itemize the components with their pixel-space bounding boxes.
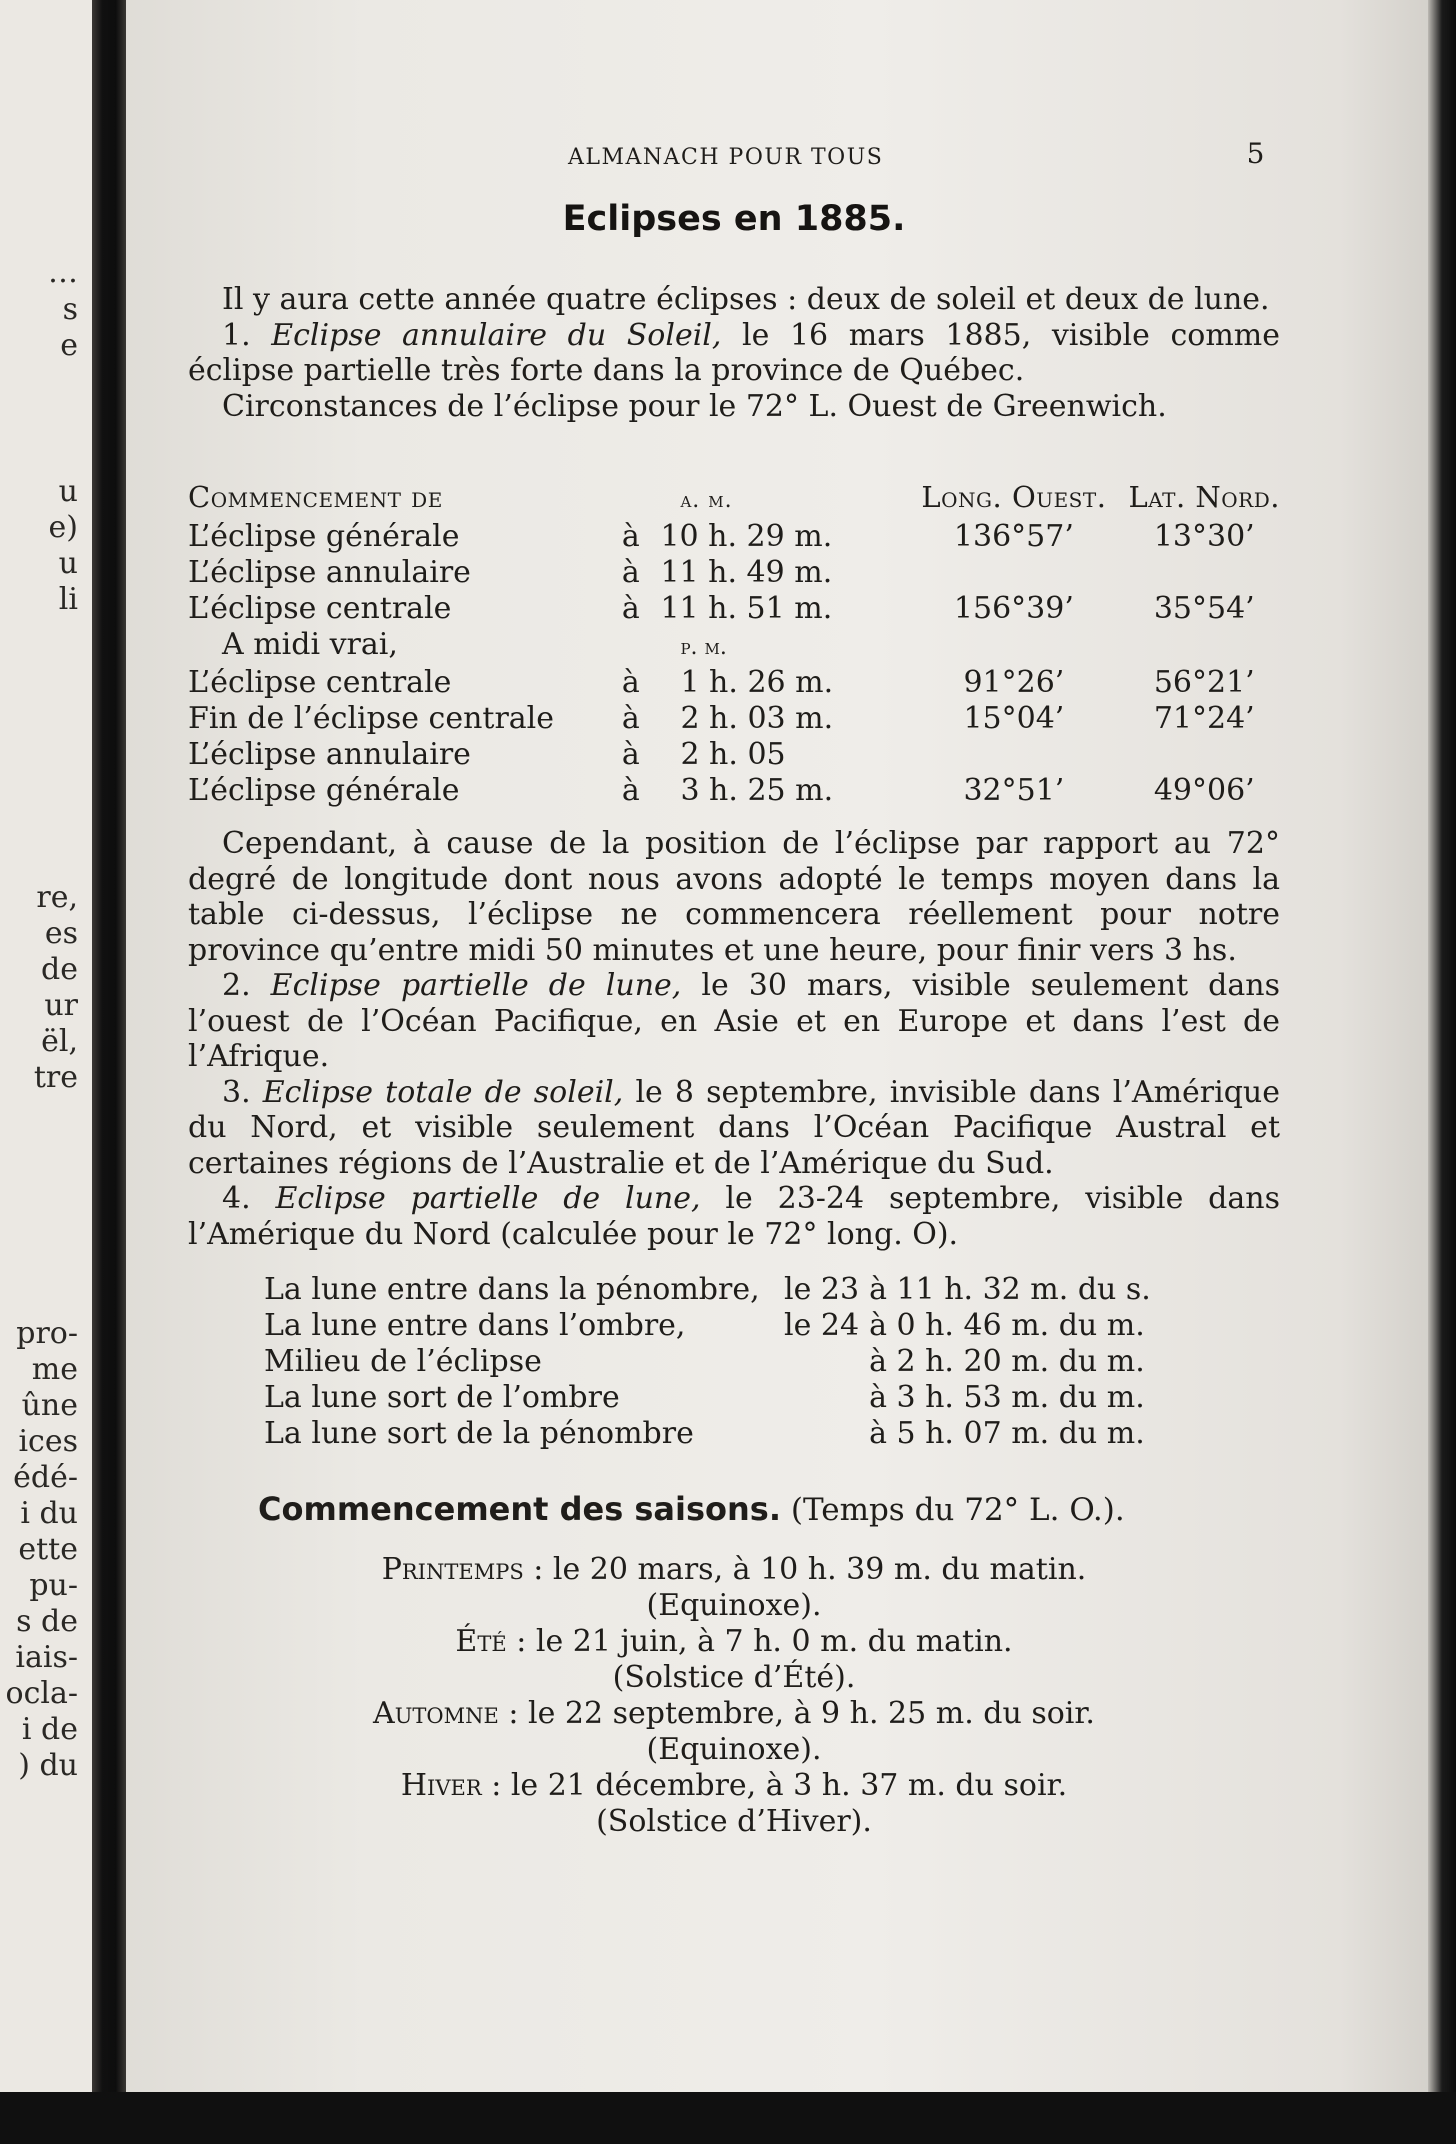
season-text: : le 20 mars, à 10 h. 39 m. du matin. bbox=[533, 1552, 1087, 1587]
cell-a: à bbox=[621, 665, 640, 700]
cell-time: 2 h. 05 bbox=[680, 737, 786, 772]
section-title: Eclipses en 1885. bbox=[562, 199, 906, 239]
fragment: s de bbox=[16, 1604, 78, 1639]
cell-lat bbox=[1129, 555, 1280, 591]
table-row bbox=[188, 701, 1280, 737]
cell-a: à bbox=[621, 554, 640, 590]
fragment: pu- bbox=[29, 1568, 78, 1603]
cell-time: à 2 h. 20 m. du m. bbox=[869, 1344, 1145, 1380]
cell-a: à bbox=[621, 518, 640, 554]
season-note: (Equinoxe). bbox=[646, 1587, 822, 1623]
fragment: ices bbox=[18, 1424, 78, 1459]
page-edge-shadow bbox=[1428, 0, 1456, 2144]
item-number: 1. bbox=[222, 317, 251, 353]
cell-time: à 5 h. 07 m. du m. bbox=[869, 1416, 1145, 1452]
table-row bbox=[188, 773, 1280, 809]
eclipse-3-name: Eclipse totale de soleil, bbox=[262, 1074, 624, 1110]
cell-long: 136°57’ bbox=[953, 518, 1074, 554]
cell-a: à bbox=[621, 590, 640, 626]
cell-event: La lune sort de l’ombre bbox=[264, 1380, 620, 1416]
cell-event: La lune sort de la pénombre bbox=[264, 1416, 694, 1452]
cell-time: 10 h. 29 m. bbox=[660, 518, 833, 554]
table-row bbox=[264, 1416, 1224, 1452]
cell-lat: 35°54’ bbox=[1153, 590, 1255, 626]
seasons-heading bbox=[258, 1492, 1278, 1529]
table-row bbox=[188, 555, 1280, 591]
fragment: u bbox=[58, 546, 78, 581]
cell-event: La lune entre dans la pénombre, bbox=[264, 1272, 760, 1308]
table-row bbox=[188, 665, 1280, 701]
facing-page-fragment bbox=[0, 0, 92, 2144]
seasons-subtitle: (Temps du 72° L. O.). bbox=[790, 1492, 1125, 1528]
lunar-eclipse-table bbox=[264, 1272, 1224, 1452]
cependant-paragraph: Cependant, à cause de la position de l’éclipse par rapport au 72° degré de longitude dont nous avons adopté le temps moyen dans la table ci-dessus, l’éclipse ne commencera réellement pour notre province qu’entre midi 50 minutes et une heure, pour finir vers 3 hs. bbox=[188, 826, 1280, 968]
book-gutter bbox=[92, 0, 126, 2144]
cell-time: 11 h. 51 m. bbox=[660, 590, 833, 626]
fragment: ette bbox=[18, 1532, 78, 1567]
table-row bbox=[188, 519, 1280, 555]
cell-time: à 0 h. 46 m. du m. bbox=[869, 1308, 1145, 1344]
cell-day: le 23 bbox=[784, 1272, 860, 1308]
page-number: 5 bbox=[1246, 137, 1266, 170]
table-row bbox=[188, 627, 1280, 666]
season-note: (Equinoxe). bbox=[646, 1731, 822, 1767]
cell-event: La lune entre dans l’ombre, bbox=[264, 1308, 686, 1344]
cell-time: 11 h. 49 m. bbox=[660, 554, 833, 590]
fragment: ur bbox=[44, 988, 78, 1023]
cell-a: à bbox=[621, 737, 640, 772]
eclipse-1-text: le 16 mars 1885, visible comme éclipse partielle très forte dans la province de Québec. bbox=[188, 317, 1280, 388]
fragment: ûne bbox=[21, 1388, 78, 1423]
cell-a bbox=[601, 627, 660, 666]
cell-long: 91°26’ bbox=[963, 665, 1065, 700]
cell-long bbox=[899, 737, 1128, 773]
body-paragraphs bbox=[188, 826, 1280, 1252]
fragment: li bbox=[58, 582, 78, 617]
cell-long bbox=[899, 555, 1128, 591]
lune-table-block bbox=[188, 1272, 1280, 1452]
cell-a: à bbox=[621, 701, 640, 736]
item-number: 3. bbox=[222, 1074, 251, 1110]
cell-event: L’éclipse centrale bbox=[188, 665, 452, 700]
cell-time: 1 h. 26 m. bbox=[680, 665, 834, 700]
fragment: édé- bbox=[13, 1460, 78, 1495]
season-text: : le 21 décembre, à 3 h. 37 m. du soir. bbox=[491, 1768, 1068, 1803]
fragment: ) du bbox=[18, 1748, 78, 1783]
season-name: Hiver bbox=[400, 1768, 482, 1803]
cell-lat: 49°06’ bbox=[1153, 773, 1255, 808]
fragment: i de bbox=[21, 1712, 78, 1747]
season-printemps bbox=[188, 1552, 1280, 1623]
fragment: i du bbox=[20, 1496, 78, 1531]
circumstances-line: Circonstances de l’éclipse pour le 72° L. Ouest de Greenwich. bbox=[222, 388, 1167, 424]
cell-time: p. m. bbox=[680, 634, 727, 660]
eclipse-4-name: Eclipse partielle de lune, bbox=[275, 1181, 701, 1216]
col-header-lat: Lat. Nord. bbox=[1128, 480, 1280, 514]
cell-a: à bbox=[621, 773, 640, 808]
fragment: e) bbox=[48, 510, 78, 545]
cell-event: A midi vrai, bbox=[222, 626, 398, 662]
fragment: pro- bbox=[16, 1316, 78, 1351]
cell-time: 2 h. 03 m. bbox=[680, 701, 834, 736]
cell-event: L’éclipse générale bbox=[188, 773, 460, 808]
cell-day: le 24 bbox=[784, 1308, 860, 1344]
intro-block bbox=[188, 282, 1280, 424]
season-hiver bbox=[188, 1768, 1280, 1839]
cell-event: L’éclipse centrale bbox=[188, 590, 452, 626]
fragment: ël, bbox=[41, 1024, 78, 1059]
fragment: u bbox=[58, 474, 78, 509]
fragment: ocla- bbox=[5, 1676, 78, 1711]
eclipse-3-paragraph bbox=[188, 1075, 1280, 1182]
eclipse-2-paragraph bbox=[188, 968, 1280, 1075]
eclipse-4-paragraph bbox=[188, 1181, 1280, 1252]
fragment: tre bbox=[33, 1060, 78, 1095]
cell-lat: 71°24’ bbox=[1153, 701, 1255, 736]
fragment: es bbox=[44, 916, 78, 951]
cell-event: L’éclipse générale bbox=[188, 518, 460, 554]
season-name: Été bbox=[455, 1624, 507, 1659]
fragment: … bbox=[48, 255, 78, 290]
table-row bbox=[264, 1344, 1224, 1380]
cell-lat: 56°21’ bbox=[1153, 665, 1255, 700]
cell-time: à 11 h. 32 m. du s. bbox=[869, 1272, 1151, 1308]
eclipse-4-text: le 23-24 septembre, visible dans l’Amérique du Nord (calculée pour le 72° long. O). bbox=[188, 1181, 1280, 1252]
eclipse-2-name: Eclipse partielle de lune, bbox=[270, 968, 682, 1003]
cell-lat bbox=[1129, 737, 1280, 773]
cell-lat bbox=[1129, 627, 1280, 666]
cell-long: 15°04’ bbox=[963, 701, 1065, 736]
col-header-long: Long. Ouest. bbox=[921, 480, 1107, 514]
cell-time: à 3 h. 53 m. du m. bbox=[869, 1380, 1145, 1416]
season-text: : le 22 septembre, à 9 h. 25 m. du soir. bbox=[508, 1696, 1095, 1731]
cell-day bbox=[784, 1380, 869, 1416]
table-row bbox=[188, 737, 1280, 773]
page-content bbox=[188, 0, 1280, 2090]
season-note: (Solstice d’Hiver). bbox=[596, 1803, 872, 1839]
eclipse-1-paragraph bbox=[188, 318, 1280, 389]
cell-event: L’éclipse annulaire bbox=[188, 737, 471, 772]
cell-day bbox=[784, 1416, 869, 1452]
col-header-event: Commencement de bbox=[188, 480, 443, 514]
season-ete bbox=[188, 1624, 1280, 1695]
cell-event: Milieu de l’éclipse bbox=[264, 1344, 542, 1380]
cell-day bbox=[784, 1344, 869, 1380]
season-name: Automne bbox=[373, 1696, 499, 1731]
item-number: 2. bbox=[222, 968, 251, 1003]
cell-event: L’éclipse annulaire bbox=[188, 554, 471, 590]
fragment: s bbox=[62, 292, 78, 327]
eclipse-circumstances-table bbox=[188, 480, 1280, 809]
fragment: me bbox=[31, 1352, 78, 1387]
season-note: (Solstice d’Été). bbox=[612, 1659, 856, 1695]
fragment: re, bbox=[36, 880, 78, 915]
eclipse-table-block bbox=[188, 480, 1280, 809]
fragment: de bbox=[41, 952, 78, 987]
intro-paragraph: Il y aura cette année quatre éclipses : deux de soleil et deux de lune. bbox=[222, 282, 1270, 317]
fragment: iais- bbox=[15, 1640, 78, 1675]
season-text: : le 21 juin, à 7 h. 0 m. du matin. bbox=[516, 1624, 1013, 1659]
eclipse-2-text: le 30 mars, visible seulement dans l’ouest de l’Océan Pacifique, en Asie et en Europe et dans l’est de l’Afrique. bbox=[188, 968, 1280, 1074]
season-name: Printemps bbox=[381, 1552, 524, 1587]
eclipse-1-name: Eclipse annulaire du Soleil, bbox=[271, 317, 722, 353]
item-number: 4. bbox=[222, 1181, 251, 1216]
table-row bbox=[264, 1308, 1224, 1344]
cell-time: 3 h. 25 m. bbox=[680, 773, 834, 808]
seasons-title: Commencement des saisons. bbox=[258, 1490, 781, 1528]
season-automne bbox=[188, 1696, 1280, 1767]
table-row bbox=[188, 591, 1280, 627]
scan-bottom-border bbox=[0, 2092, 1456, 2144]
running-title: ALMANACH POUR TOUS bbox=[568, 145, 884, 170]
eclipse-3-text: le 8 septembre, invisible dans l’Amérique du Nord, et visible seulement dans l’Océan Pacifique Austral et certaines régions de l’Australie et de l’Amérique du Sud. bbox=[188, 1074, 1280, 1181]
cell-long: 32°51’ bbox=[963, 773, 1065, 808]
table-row bbox=[264, 1380, 1224, 1416]
table-header-row bbox=[188, 480, 1280, 519]
cell-event: Fin de l’éclipse centrale bbox=[188, 701, 555, 736]
table-row bbox=[264, 1272, 1224, 1308]
cell-long: 156°39’ bbox=[953, 590, 1074, 626]
cell-long bbox=[899, 627, 1128, 666]
col-header-am: a. m. bbox=[680, 488, 733, 513]
fragment: e bbox=[60, 328, 78, 363]
cell-lat: 13°30’ bbox=[1153, 518, 1255, 554]
